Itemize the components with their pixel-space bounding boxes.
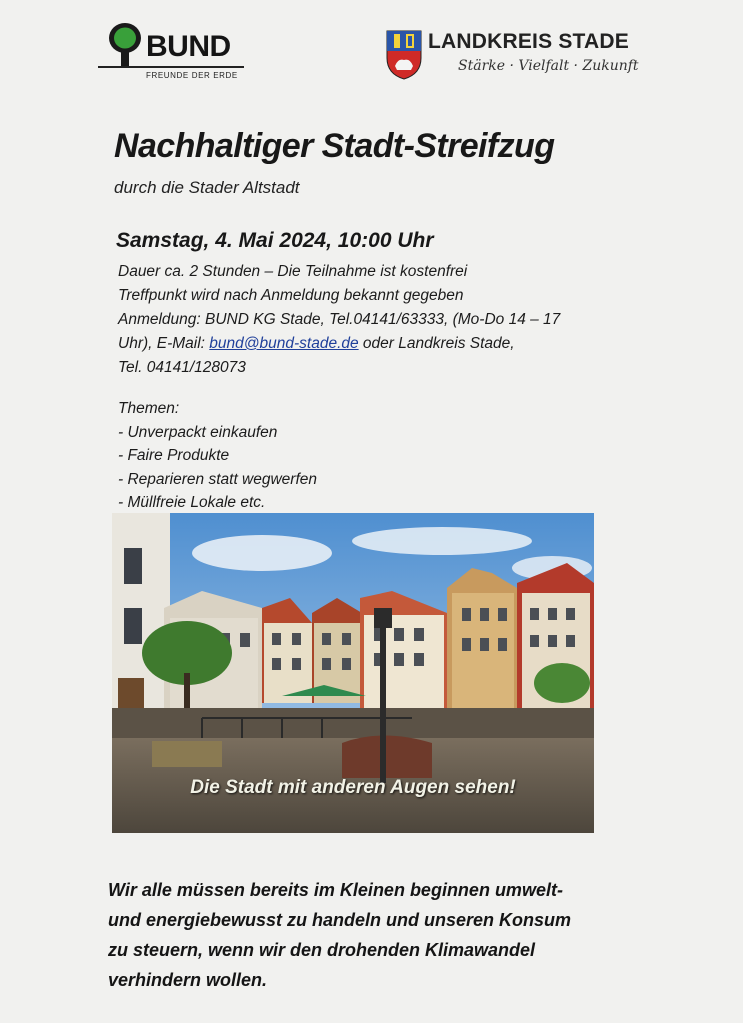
divider <box>98 66 244 68</box>
closing-statement <box>108 875 668 995</box>
details-line: Dauer ca. 2 Stunden – Die Teilnahme ist kostenfrei <box>118 263 468 280</box>
tree-icon <box>108 22 142 68</box>
closing-line: zu steuern, wenn wir den drohenden Klimawandel <box>108 940 536 960</box>
landkreis-logo <box>386 28 639 88</box>
list-item: - Reparieren statt wegwerfen <box>118 470 318 488</box>
details-text: Uhr), E-Mail: <box>118 335 210 352</box>
list-item: - Faire Produkte <box>118 447 230 464</box>
photo-caption: Die Stadt mit anderen Augen sehen! <box>190 777 516 798</box>
details-text: oder Landkreis Stade, <box>358 335 515 352</box>
page-title: Nachhaltiger Stadt-Streifzug <box>114 127 555 165</box>
bund-tagline: FREUNDE DER ERDE <box>146 71 238 80</box>
closing-line: Wir alle müssen bereits im Kleinen beginnen umwelt- <box>108 880 563 900</box>
landkreis-motto: Stärke · Vielfalt · Zukunft <box>458 58 639 74</box>
closing-line: und energiebewusst zu handeln und unseren Konsum <box>108 910 572 930</box>
bund-wordmark: BUND <box>146 30 231 63</box>
details-line <box>118 332 638 356</box>
event-date: Samstag, 4. Mai 2024, 10:00 Uhr <box>116 229 434 252</box>
altstadt-photo <box>112 513 594 833</box>
topics-list <box>118 397 317 515</box>
event-details <box>118 260 638 380</box>
email-link[interactable]: bund@bund-stade.de <box>209 335 359 352</box>
closing-line: verhindern wollen. <box>108 970 268 990</box>
coat-of-arms-icon <box>386 30 422 80</box>
details-line: Anmeldung: BUND KG Stade, Tel.04141/63333, (Mo-Do 14 – 17 <box>118 311 561 328</box>
list-item: - Müllfreie Lokale etc. <box>118 494 266 511</box>
topics-heading: Themen: <box>118 400 180 417</box>
page-subtitle: durch die Stader Altstadt <box>114 178 300 197</box>
list-item: - Unverpackt einkaufen <box>118 423 278 441</box>
landkreis-name: LANDKREIS STADE <box>428 30 629 53</box>
details-line: Treffpunkt wird nach Anmeldung bekannt gegeben <box>118 287 464 304</box>
details-line: Tel. 04141/128073 <box>118 359 246 376</box>
bund-logo <box>98 20 248 82</box>
